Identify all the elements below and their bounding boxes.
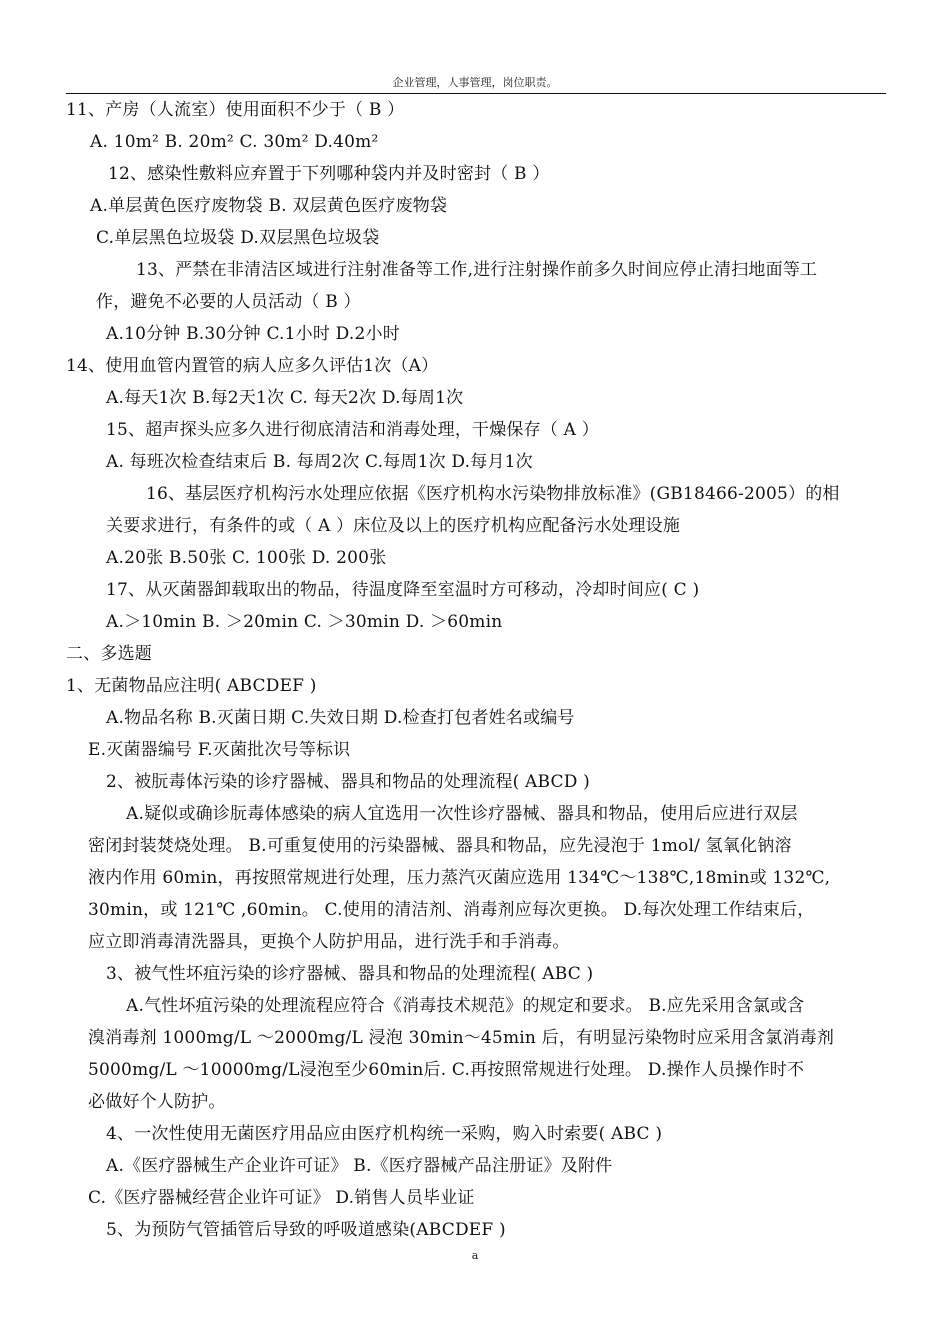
page-footer: a [471,1249,479,1262]
options-12-ab: A.单层黄色医疗废物袋 B. 双层黄色医疗废物袋 [90,196,448,216]
mc-options-3-line1: A.气性坏疽污染的处理流程应符合《消毒技术规范》的规定和要求。 B.应先采用含氯或含 [126,996,805,1016]
mc-options-3-line3: 5000mg/L ～10000mg/L浸泡至少60min后. C.再按照常规进行处理。 D.操作人员操作时不 [88,1060,805,1080]
question-13-line1: 13、严禁在非清洁区域进行注射准备等工作,进行注射操作前多久时间应停止清扫地面等工 [136,260,818,280]
mc-options-1-abcd: A.物品名称 B.灭菌日期 C.失效日期 D.检查打包者姓名或编号 [106,708,575,728]
mc-options-4-cd: C.《医疗器械经营企业许可证》 D.销售人员毕业证 [88,1188,475,1208]
question-12: 12、感染性敷料应弃置于下列哪种袋内并及时密封（ B ） [108,164,550,184]
mc-question-3: 3、被气性坏疽污染的诊疗器械、器具和物品的处理流程( ABC ) [106,964,594,984]
mc-question-5: 5、为预防气管插管后导致的呼吸道感染(ABCDEF ) [106,1220,506,1240]
mc-options-3-line2: 溴消毒剂 1000mg/L ～2000mg/L 浸泡 30min～45min 后，有明显污染物时应采用含氯消毒剂 [88,1028,835,1048]
mc-options-2-line5: 应立即消毒清洗器具，更换个人防护用品，进行洗手和手消毒。 [88,932,570,952]
question-15: 15、超声探头应多久进行彻底清洁和消毒处理，干燥保存（ A ） [106,420,599,440]
mc-options-2-line4: 30min，或 121℃ ,60min。 C.使用的清洁剂、消毒剂应每次更换。 D.每次处理工作结束后， [88,900,815,920]
mc-options-4-ab: A.《医疗器械生产企业许可证》 B.《医疗器械产品注册证》及附件 [106,1156,613,1176]
options-12-cd: C.单层黑色垃圾袋 D.双层黑色垃圾袋 [96,228,380,248]
header-rule [66,93,886,94]
page-header: 企业管理，人事管理，岗位职责。 [392,76,558,89]
mc-question-1: 1、无菌物品应注明( ABCDEF ) [66,676,317,696]
mc-options-2-line3: 液内作用 60min，再按照常规进行处理，压力蒸汽灭菌应选用 134℃～138℃,18min或 132℃, [88,868,831,888]
options-17: A.＞10min B. ＞20min C. ＞30min D. ＞60min [106,612,503,632]
mc-options-1-ef: E.灭菌器编号 F.灭菌批次号等标识 [88,740,351,760]
mc-options-2-line2: 密闭封装焚烧处理。 B.可重复使用的污染器械、器具和物品，应先浸泡于 1mol/ 氢氧化钠溶 [88,836,792,856]
question-17: 17、从灭菌器卸载取出的物品，待温度降至室温时方可移动，冷却时间应( C ) [106,580,700,600]
options-16: A.20张 B.50张 C. 100张 D. 200张 [106,548,387,568]
mc-options-3-line4: 必做好个人防护。 [88,1092,226,1112]
options-13: A.10分钟 B.30分钟 C.1小时 D.2小时 [106,324,400,344]
mc-question-2: 2、被朊毒体污染的诊疗器械、器具和物品的处理流程( ABCD ) [106,772,591,792]
question-14: 14、使用血管内置管的病人应多久评估1次（A） [66,356,439,376]
options-15: A. 每班次检查结束后 B. 每周2次 C.每周1次 D.每月1次 [106,452,533,472]
question-13-line2: 作，避免不必要的人员活动（ B ） [96,292,361,312]
mc-options-2-line1: A.疑似或确诊朊毒体感染的病人宜选用一次性诊疗器械、器具和物品，使用后应进行双层 [126,804,798,824]
options-14: A.每天1次 B.每2天1次 C. 每天2次 D.每周1次 [106,388,464,408]
question-16-line1: 16、基层医疗机构污水处理应依据《医疗机构水污染物排放标准》(GB18466-2005）的相 [146,484,840,504]
question-16-line2: 关要求进行，有条件的或（ A ）床位及以上的医疗机构应配备污水处理设施 [106,516,681,536]
options-11: A. 10m² B. 20m² C. 30m² D.40m² [90,132,379,152]
section-heading-multiple-choice: 二、多选题 [66,644,152,664]
mc-question-4: 4、一次性使用无菌医疗用品应由医疗机构统一采购，购入时索要( ABC ) [106,1124,663,1144]
question-11: 11、产房（人流室）使用面积不少于（ B ） [66,100,405,120]
